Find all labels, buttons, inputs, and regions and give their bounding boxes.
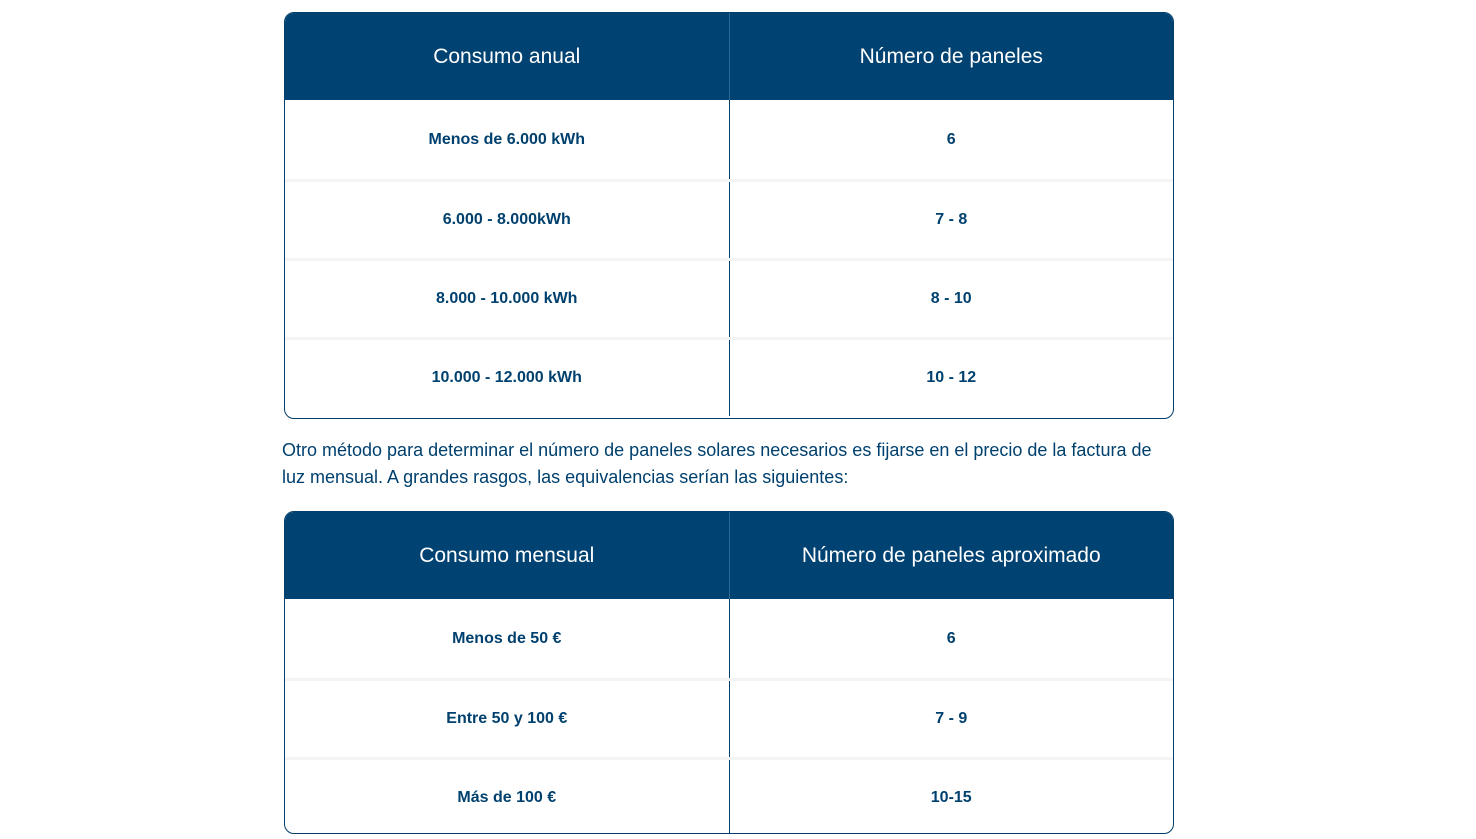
annual-consumption-table	[284, 12, 1174, 419]
monthly-consumption-table	[284, 511, 1174, 834]
table-cell: Menos de 50 €	[452, 629, 562, 647]
table-cell: Más de 100 €	[457, 789, 557, 806]
table-cell: Menos de 6.000 kWh	[428, 130, 585, 148]
column-header-monthly-consumption: Consumo mensual	[419, 543, 595, 567]
table-header-row	[285, 13, 1173, 100]
table-cell: 10 - 12	[729, 340, 1174, 416]
column-header-approx-panel-count: Número de paneles aproximado	[729, 512, 1174, 599]
table-cell: 10-15	[729, 760, 1174, 834]
table-cell: 6	[729, 599, 1174, 678]
table-row	[285, 179, 1173, 258]
column-header-annual-consumption: Consumo anual	[433, 44, 581, 68]
table-row	[285, 757, 1173, 834]
table-cell: 7 - 8	[729, 182, 1174, 258]
table-row	[285, 678, 1173, 757]
table-row	[285, 599, 1173, 678]
table-row	[285, 100, 1173, 179]
table-cell: Entre 50 y 100 €	[446, 710, 568, 727]
column-header-panel-count: Número de paneles	[729, 13, 1174, 100]
table-cell: 10.000 - 12.000 kWh	[431, 369, 582, 386]
table-cell: 7 - 9	[729, 681, 1174, 757]
table-header-row	[285, 512, 1173, 599]
table-cell: 8 - 10	[729, 261, 1174, 337]
table-cell: 6.000 - 8.000kWh	[442, 211, 571, 228]
intro-paragraph: Otro método para determinar el número de paneles solares necesarios es fijarse en el precio de la factura de luz mensual. A grandes rasgos, las equivalencias serían las siguientes:	[282, 440, 1152, 487]
table-row	[285, 337, 1173, 416]
table-cell: 6	[729, 100, 1174, 179]
table-row	[285, 258, 1173, 337]
table-cell: 8.000 - 10.000 kWh	[436, 290, 578, 307]
